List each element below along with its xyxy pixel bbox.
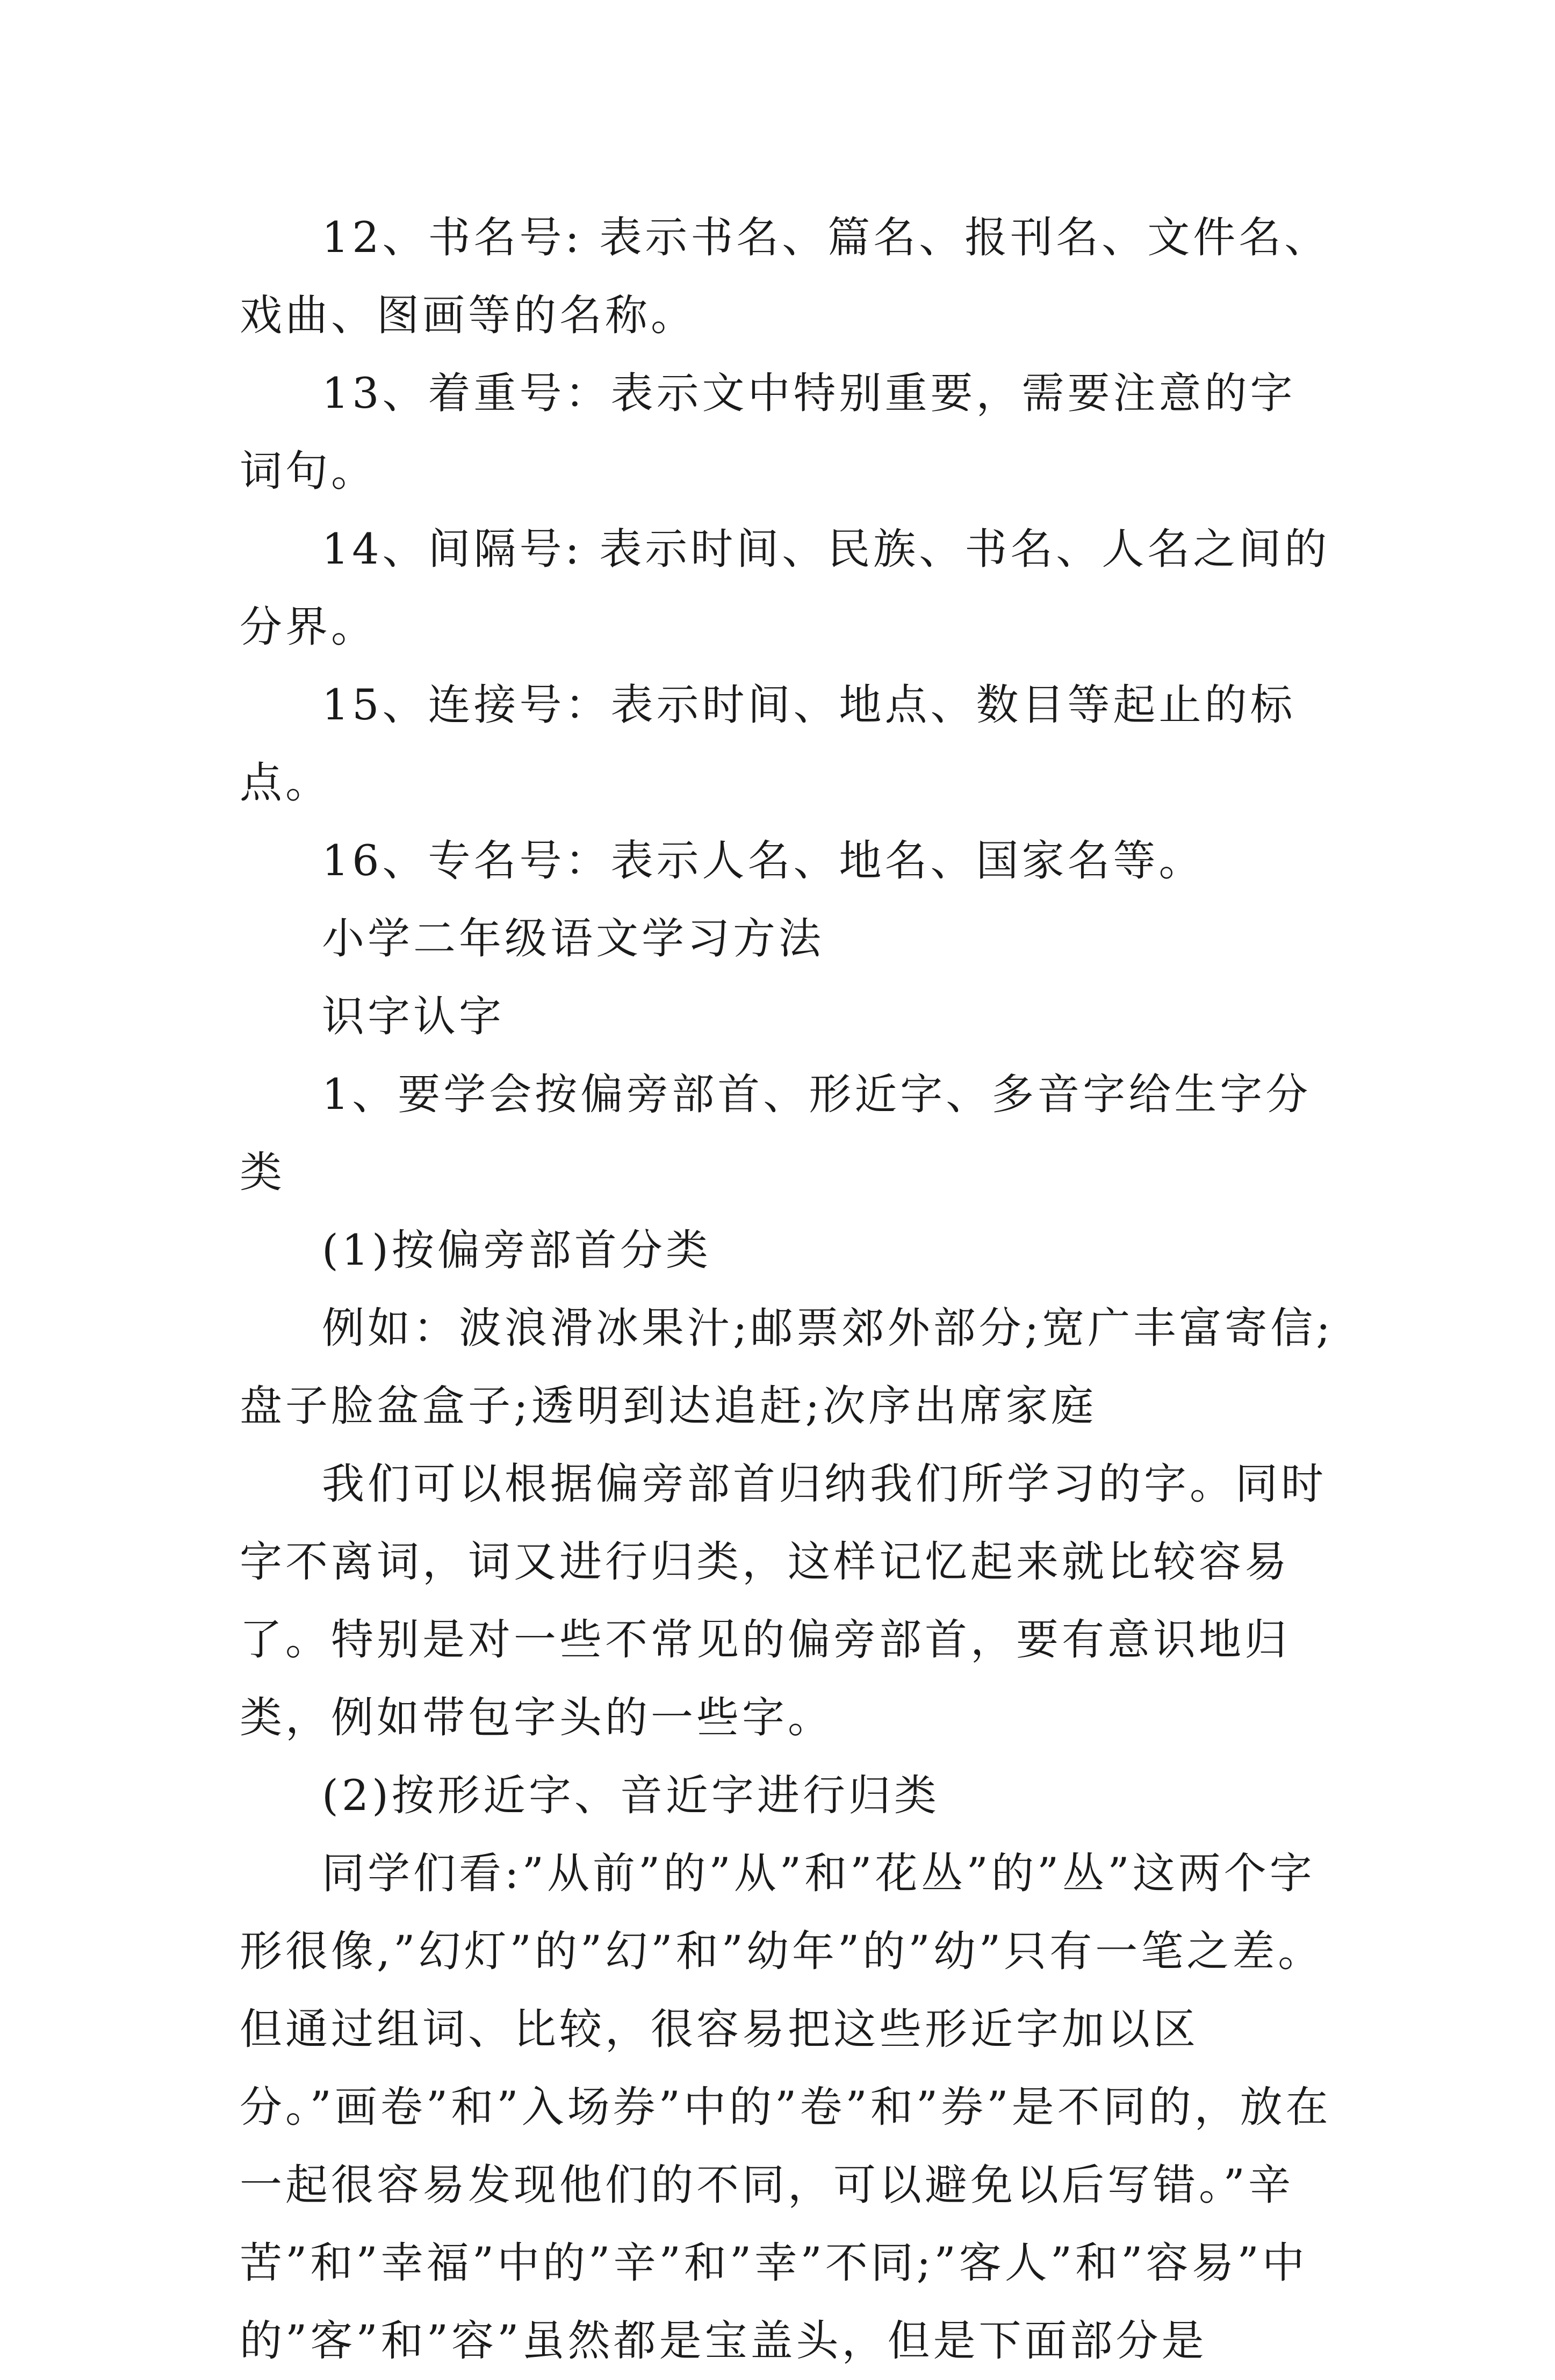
- paragraph-interval-mark: 14、间隔号: 表示时间、民族、书名、人名之间的分界。: [240, 524, 1330, 652]
- section-heading: 小学二年级语文学习方法: [322, 914, 824, 963]
- paragraph-emphasis-mark: 13、着重号：表示文中特别重要，需要注意的字词句。: [240, 369, 1296, 496]
- paragraph-radical-heading: (1)按偏旁部首分类: [322, 1225, 711, 1275]
- paragraph-radical-examples: 例如：波浪滑冰果汁;邮票郊外部分;宽广丰富寄信;盘子脸盆盒子;透明到达追赶;次序出席家庭: [240, 1303, 1334, 1431]
- paragraph-similar-char-heading: (2)按形近字、音近字进行归类: [322, 1771, 940, 1820]
- document-body: [240, 199, 1336, 2380]
- paragraph-classification-rule: 1、要学会按偏旁部首、形近字、多音字给生字分类: [240, 1070, 1312, 1197]
- paragraph-book-title-mark: 12、书名号: 表示书名、篇名、报刊名、文件名、戏曲、图画等的名称。: [240, 213, 1330, 340]
- paragraph-connector-mark: 15、连接号：表示时间、地点、数目等起止的标点。: [240, 680, 1296, 807]
- paragraph-proper-name-mark: 16、专名号：表示人名、地名、国家名等。: [322, 836, 1205, 885]
- subsection-heading: 识字认字: [322, 992, 505, 1041]
- paragraph-similar-char-examples: 同学们看:”从前”的”从”和”花丛”的”丛”这两个字形很像,”幻灯”的”幻”和”幼年”的”幼”只有一笔之差。但通过组词、比较，很容易把这些形近字加以区分。”画卷”和”入场券”中的”卷”和”券”是不同的，放在一起很容易发现他们的不同，可以避免以后写错。”辛苦”和”幸福”中的”辛”和”幸”不同;”客人”和”容易”中的”客”和”容”虽然都是宝盖头，但是下面部分是: [240, 1849, 1331, 2365]
- paragraph-radical-explanation: 我们可以根据偏旁部首归纳我们所学习的字。同时字不离词，词又进行归类，这样记忆起来就比较容易了。特别是对一些不常见的偏旁部首，要有意识地归类，例如带包字头的一些字。: [240, 1459, 1327, 1742]
